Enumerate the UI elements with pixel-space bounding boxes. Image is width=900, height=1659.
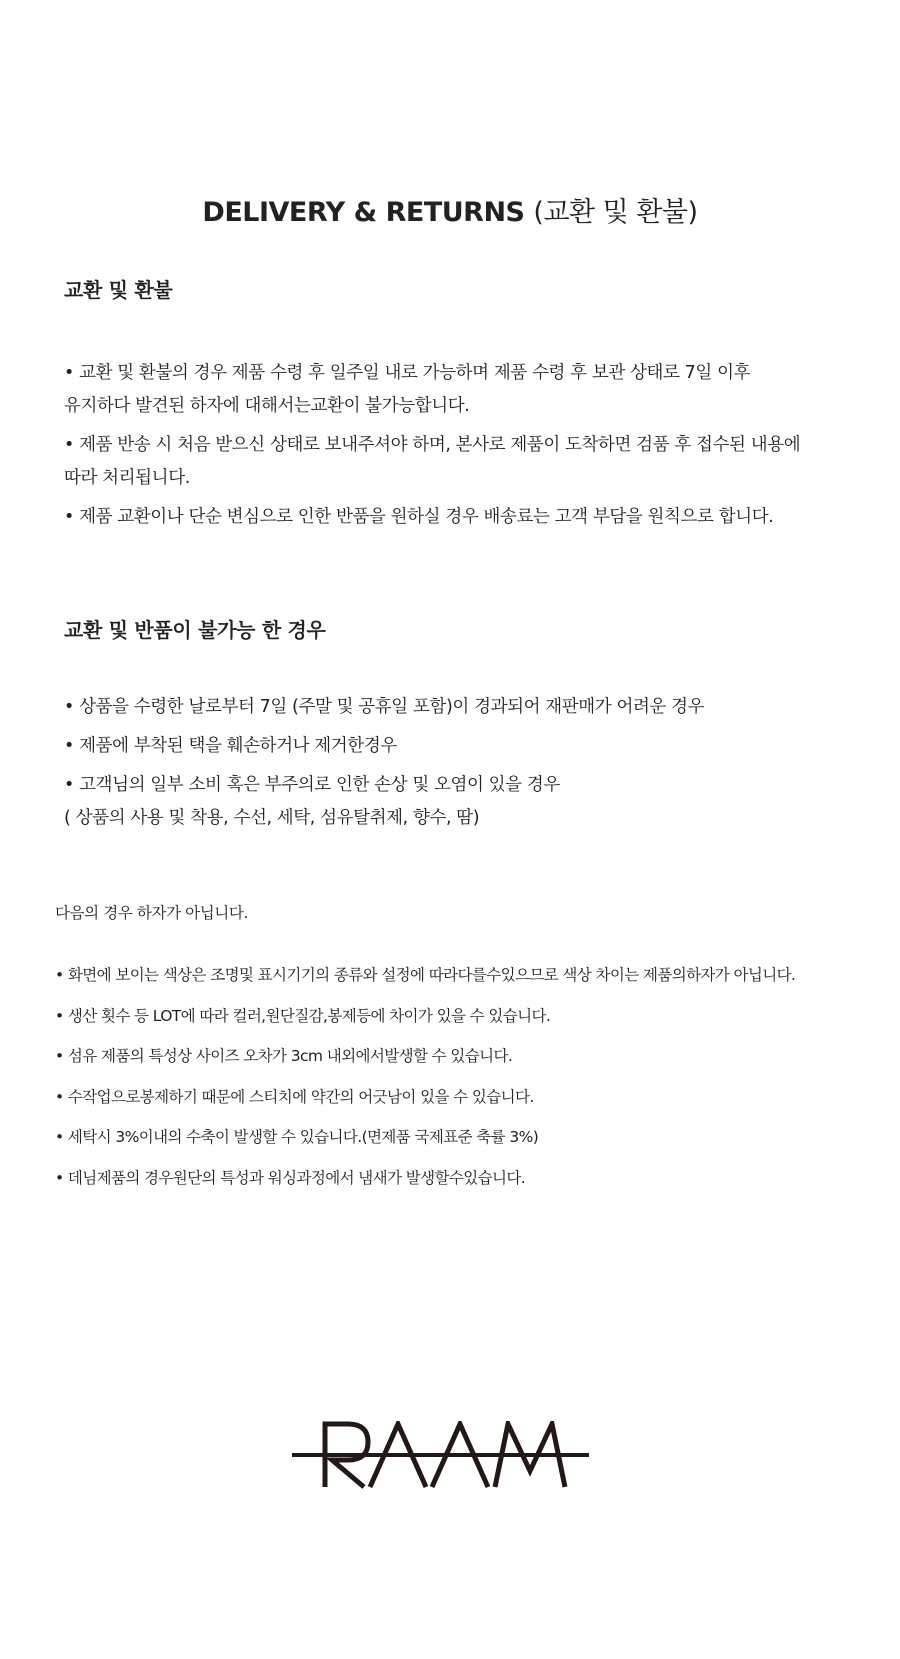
list-item: [64, 691, 844, 724]
not-defect-section: [55, 902, 875, 1207]
page-title-en: DELIVERY & RETURNS: [202, 197, 525, 228]
exchange-refund-heading: 교환 및 환불: [64, 278, 173, 302]
list-item: • 수작업으로봉제하기 때문에 스티치에 약간의 어긋남이 있을 수 있습니다.: [55, 1087, 534, 1106]
page-title-ko: (교환 및 환불): [533, 197, 698, 228]
list-item: [64, 357, 844, 423]
list-item: [64, 730, 844, 763]
raam-logo-mark: [292, 1421, 589, 1489]
list-item-line: 따라 처리됩니다.: [64, 468, 190, 488]
not-possible-section: [64, 614, 844, 841]
list-item-line: • 교환 및 환불의 경우 제품 수령 후 일주일 내로 가능하며 제품 수령 후 보관 상태로 7일 이후: [64, 363, 751, 383]
list-item-line: • 제품에 부착된 택을 훼손하거나 제거한경우: [64, 736, 397, 756]
raam-logo: [292, 1421, 589, 1489]
list-item: [64, 769, 844, 835]
not-defect-list: [55, 964, 875, 1189]
list-item-line: • 상품을 수령한 날로부터 7일 (주말 및 공휴일 포함)이 경과되어 재판매가 어려운 경우: [64, 697, 705, 717]
list-item: • 데님제품의 경우원단의 특성과 워싱과정에서 냄새가 발생할수있습니다.: [55, 1168, 526, 1187]
list-item-line: • 제품 반송 시 처음 받으신 상태로 보내주셔야 하며, 본사로 제품이 도착하면 검품 후 접수된 내용에: [64, 435, 801, 455]
not-possible-heading: 교환 및 반품이 불가능 한 경우: [64, 618, 326, 642]
list-item: • 생산 횟수 등 LOT에 따라 컬러,원단질감,봉제등에 차이가 있을 수 있습니다.: [55, 1006, 551, 1025]
page-title: [0, 190, 900, 229]
list-item: • 세탁시 3%이내의 수축이 발생할 수 있습니다.(면제품 국제표준 축률 3%): [55, 1128, 539, 1146]
list-item-line: 유지하다 발견된 하자에 대해서는교환이 불가능합니다.: [64, 396, 470, 416]
list-item-line: • 제품 교환이나 단순 변심으로 인한 반품을 원하실 경우 배송료는 고객 부담을 원칙으로 합니다.: [64, 507, 774, 527]
list-item: [64, 429, 844, 495]
list-item: • 섬유 제품의 특성상 사이즈 오차가 3cm 내외에서발생할 수 있습니다.: [55, 1047, 513, 1065]
exchange-refund-list: [64, 357, 844, 534]
list-item-line: • 고객님의 일부 소비 혹은 부주의로 인한 손상 및 오염이 있을 경우: [64, 775, 560, 795]
exchange-refund-section: [64, 274, 844, 540]
not-possible-list: [64, 691, 844, 835]
list-item-line: ( 상품의 사용 및 착용, 수선, 세탁, 섬유탈취제, 향수, 땀): [64, 808, 480, 828]
not-defect-intro: 다음의 경우 하자가 아닙니다.: [55, 904, 248, 922]
list-item: • 화면에 보이는 색상은 조명및 표시기기의 종류와 설정에 따라다를수있으므로 색상 차이는 제품의하자가 아닙니다.: [55, 966, 796, 984]
list-item: [64, 501, 844, 534]
